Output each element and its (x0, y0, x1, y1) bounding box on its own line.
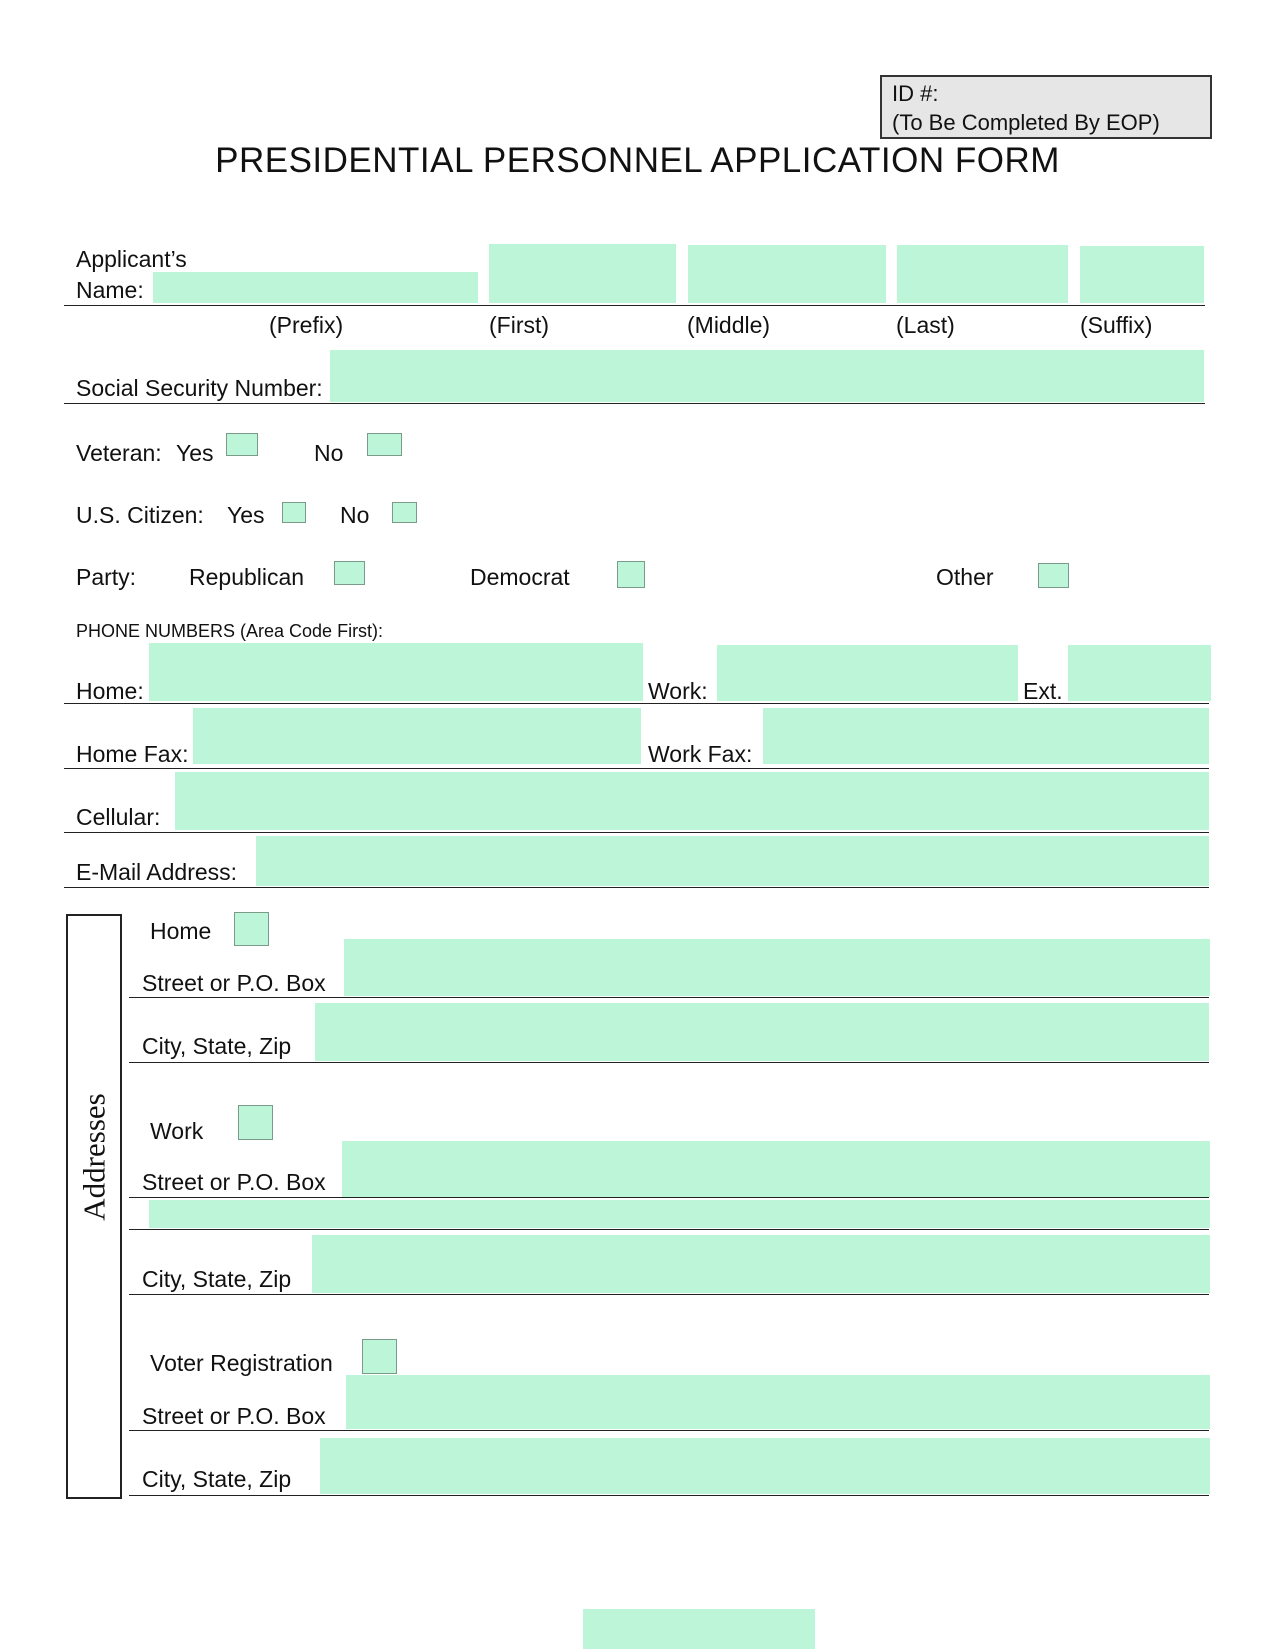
first-caption: (First) (489, 312, 550, 338)
ssn-field[interactable] (330, 350, 1204, 402)
veteran-no-checkbox[interactable] (367, 433, 402, 456)
home-fax-label: Home Fax: (76, 741, 189, 767)
republican-checkbox[interactable] (334, 561, 365, 585)
work-phone-label: Work: (648, 678, 708, 704)
home-address-checkbox[interactable] (234, 912, 269, 946)
email-underline (64, 887, 1209, 888)
other-label: Other (936, 564, 994, 590)
citizen-no-label: No (340, 502, 370, 528)
fax-underline (64, 768, 1209, 769)
suffix-caption: (Suffix) (1080, 312, 1153, 338)
form-title: PRESIDENTIAL PERSONNEL APPLICATION FORM (215, 141, 1060, 180)
work-phone-field[interactable] (717, 645, 1018, 701)
voter-street-underline (129, 1430, 1209, 1431)
middle-name-field[interactable] (688, 245, 886, 303)
home-city-underline (129, 1062, 1209, 1063)
home-street-underline (129, 997, 1209, 998)
name-label: Name: (76, 277, 144, 303)
democrat-label: Democrat (470, 564, 570, 590)
work-fax-label: Work Fax: (648, 741, 753, 767)
prefix-caption: (Prefix) (269, 312, 344, 338)
work-street-field[interactable] (342, 1141, 1210, 1197)
name-underline (64, 305, 1205, 306)
work-address-label: Work (150, 1118, 204, 1144)
voter-address-label: Voter Registration (150, 1350, 333, 1376)
id-box (880, 75, 1212, 139)
home-street-label: Street or P.O. Box (142, 970, 326, 996)
home-street-field[interactable] (344, 939, 1210, 996)
last-name-field[interactable] (897, 245, 1068, 303)
voter-street-label: Street or P.O. Box (142, 1403, 326, 1429)
ssn-underline (64, 403, 1205, 404)
work-city-label: City, State, Zip (142, 1266, 292, 1292)
work-street-label: Street or P.O. Box (142, 1169, 326, 1195)
home-city-field[interactable] (315, 1003, 1209, 1061)
ext-field[interactable] (1068, 645, 1211, 701)
id-label: ID #: (892, 81, 939, 106)
email-label: E-Mail Address: (76, 859, 238, 885)
citizen-no-checkbox[interactable] (392, 502, 417, 523)
cellular-label: Cellular: (76, 804, 161, 830)
work-fax-field[interactable] (763, 708, 1209, 764)
suffix-field[interactable] (1080, 246, 1204, 303)
democrat-checkbox[interactable] (617, 561, 645, 588)
party-label: Party: (76, 564, 137, 590)
id-note: (To Be Completed By EOP) (892, 110, 1160, 135)
voter-address-checkbox[interactable] (362, 1339, 397, 1374)
home-address-label: Home (150, 918, 212, 944)
citizen-label: U.S. Citizen: (76, 502, 204, 528)
veteran-no-label: No (314, 440, 344, 466)
last-caption: (Last) (896, 312, 955, 338)
veteran-yes-label: Yes (176, 440, 214, 466)
email-field[interactable] (256, 836, 1209, 886)
phone-numbers-heading: PHONE NUMBERS (Area Code First): (76, 621, 384, 641)
republican-label: Republican (189, 564, 305, 590)
middle-caption: (Middle) (687, 312, 771, 338)
voter-city-field[interactable] (320, 1438, 1210, 1494)
work-city-underline (129, 1294, 1209, 1295)
voter-street-field[interactable] (346, 1375, 1210, 1429)
citizen-yes-checkbox[interactable] (282, 502, 306, 523)
first-name-field[interactable] (489, 244, 676, 303)
phone-underline (64, 703, 1209, 704)
other-checkbox[interactable] (1038, 563, 1069, 588)
home-phone-label: Home: (76, 678, 144, 704)
work-street-line2-field[interactable] (149, 1200, 1210, 1228)
home-city-label: City, State, Zip (142, 1033, 292, 1059)
home-phone-field[interactable] (149, 643, 643, 701)
work-city-field[interactable] (312, 1235, 1210, 1293)
work-street2-underline (129, 1229, 1209, 1230)
work-address-checkbox[interactable] (238, 1105, 273, 1140)
voter-city-label: City, State, Zip (142, 1466, 292, 1492)
ssn-label: Social Security Number: (76, 375, 323, 401)
citizen-yes-label: Yes (227, 502, 265, 528)
cellular-underline (64, 832, 1209, 833)
work-street-underline (129, 1197, 1209, 1198)
prefix-field[interactable] (153, 272, 478, 303)
addresses-label: Addresses (76, 1093, 112, 1221)
veteran-yes-checkbox[interactable] (226, 433, 258, 456)
home-fax-field[interactable] (193, 708, 641, 764)
veteran-label: Veteran: (76, 440, 162, 466)
applicant-label: Applicant’s (76, 246, 187, 272)
page-number-field[interactable] (583, 1609, 815, 1649)
ext-label: Ext. (1023, 678, 1063, 704)
cellular-field[interactable] (175, 772, 1209, 830)
voter-city-underline (129, 1495, 1209, 1496)
